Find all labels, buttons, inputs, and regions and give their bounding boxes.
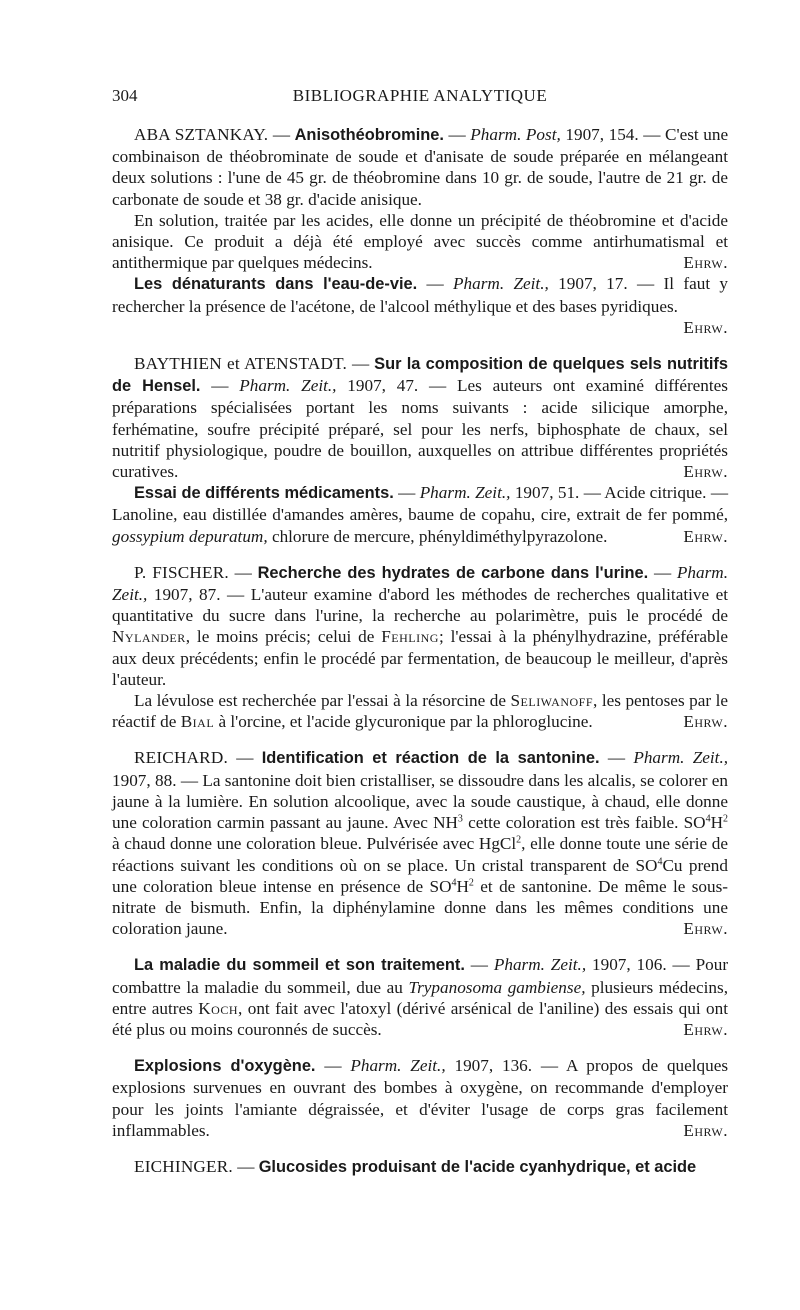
- entry-essai-medicaments: [112, 482, 728, 547]
- entry-maladie-sommeil: [112, 954, 728, 1040]
- dash: —: [180, 770, 198, 790]
- person-name: Nylander: [112, 627, 186, 647]
- entry-title: Recherche des hydrates de carbone dans l'urine.: [257, 563, 649, 582]
- entry-reference: 1907, 154.: [565, 125, 639, 144]
- person-name: Bial: [180, 712, 215, 732]
- entry-text: , les pentoses par le réactif de: [112, 691, 728, 732]
- superscript: 4: [705, 813, 711, 825]
- entry-text: L'auteur examine d'abord les méthodes de recherches qualitative et quantitative du sucre dans l'urine, la recherche au polarimètre, puis le procédé de: [112, 585, 729, 626]
- entry-title: La maladie du sommeil et son traitement.: [134, 956, 465, 975]
- entry-title: Essai de différents médicaments.: [134, 484, 394, 503]
- superscript: 2: [723, 813, 729, 825]
- dash: —: [236, 748, 254, 768]
- superscript: 2: [516, 834, 522, 846]
- entry-text: Les auteurs ont examiné différentes préparations spécialisées portant les noms suivants : acide silicique amorphe, ferhématine, soufre précipité préparé, sel pour les nerfs, biphosphate de chaux, sel nutritif physiologique, poudre de bouillon, auxquelles on attribue différentes propriétés curatives.: [112, 376, 728, 482]
- entry-source: Pharm. Zeit.,: [112, 562, 728, 605]
- entry-signature: Ehrw.: [683, 1120, 728, 1140]
- entry-text: La santonine doit bien cristalliser, se dissoudre dans les alcalis, se colorer en jaune à la lumière. En solution alcoolique, avec la soude caustique, à chaud, elle donne une coloration carmin passant au jaune. Avec NH: [112, 770, 728, 833]
- dash: —: [234, 562, 252, 582]
- entry-signature: Ehrw.: [683, 919, 728, 939]
- dash: —: [211, 376, 229, 396]
- entry-text: Il faut y rechercher la présence de l'acétone, de l'alcool méthylique et des bases pyridiques.: [112, 274, 729, 316]
- entry-source: Pharm. Zeit.,: [419, 483, 511, 503]
- superscript: 2: [468, 876, 474, 888]
- entry-author: P. FISCHER.: [134, 562, 229, 582]
- entry-text: H: [456, 876, 469, 896]
- entry-text: ; l'essai à la phénylhydrazine, préférable aux deux précédents; enfin le procédé par fermentation, de beaucoup le meilleur, d'après l'auteur.: [112, 627, 728, 689]
- entry-signature: Ehrw.: [683, 317, 728, 337]
- entry-text: Pour combattre la maladie du sommeil, due au: [112, 955, 729, 997]
- entry-reference: 1907, 106.: [592, 955, 667, 975]
- page-number: 304: [112, 86, 138, 105]
- dash: —: [237, 1156, 255, 1176]
- entry-santonine: [112, 747, 728, 939]
- entry-text: H: [710, 813, 724, 833]
- entry-title: Anisothéobromine.: [294, 126, 444, 144]
- dash: —: [324, 1056, 342, 1076]
- entry-reference: 1907, 87.: [153, 585, 221, 605]
- person-name: Seliwanoff: [510, 691, 594, 711]
- entry-title: Les dénaturants dans l'eau-de-vie.: [134, 275, 418, 294]
- dash: —: [429, 376, 447, 396]
- entry-text: , ont fait avec l'atoxyl (dérivé arsénical de l'aniline) des essais qui ont été plus ou moins couronnés de succès.: [112, 998, 728, 1039]
- entry-text: En solution, traitée par les acides, elle donne un précipité de théobromine et d'acide anisique. Ce produit a déjà été employé avec succès comme antirhumatismal et antithermique par quelques médecins.: [112, 210, 728, 273]
- dash: —: [398, 483, 416, 503]
- entry-author: EICHINGER.: [134, 1156, 233, 1176]
- entry-source: Pharm. Zeit.,: [453, 274, 549, 294]
- entry-text: à chaud donne une coloration bleue. Pulvérisée avec HgCl: [112, 834, 517, 854]
- person-name: Koch: [198, 998, 239, 1018]
- superscript: 3: [457, 813, 463, 825]
- running-head: [112, 86, 728, 108]
- dash: —: [637, 274, 655, 294]
- entry-paragraph: [112, 210, 728, 274]
- entry-signature: Ehrw.: [683, 462, 728, 482]
- entry-text: Cu prend une coloration bleue intense en présence de SO: [112, 855, 728, 896]
- entry-anisotheobromine: [112, 124, 728, 210]
- entry-glucosides: [112, 1156, 728, 1178]
- dash: —: [540, 1056, 559, 1076]
- dash: —: [583, 483, 601, 503]
- entry-text: à l'orcine, et l'acide glycuronique par la phloroglucine.: [218, 712, 593, 732]
- dash: —: [352, 354, 370, 374]
- entry-reference: 1907, 136.: [454, 1056, 533, 1076]
- entry-text: La lévulose est recherchée par l'essai à la résorcine de: [134, 691, 506, 711]
- entry-title: Explosions d'oxygène.: [134, 1057, 316, 1076]
- entry-sels-nutritifs: [112, 353, 728, 482]
- superscript: 4: [657, 855, 663, 867]
- page-content: [112, 124, 728, 1178]
- entry-text: , le moins précis; celui de: [185, 627, 375, 647]
- entry-signature: Ehrw.: [683, 712, 728, 732]
- entry-signature: Ehrw.: [683, 526, 728, 546]
- entry-text: C'est une combinaison de théobrominate de soude et d'anisate de soude préparée en mélangeant deux solutions : l'une de 45 gr. de théobromine dans 10 gr. de soude, l'autre de 21 gr. de carbonate de soude et 38 gr. d'acide anisique.: [112, 125, 729, 209]
- entry-text: , elle donne toute une série de réactions suivant les conditions où on se place. Un cristal transparent de SO: [112, 834, 728, 875]
- entry-author: BAYTHIEN et ATENSTADT.: [134, 354, 348, 374]
- dash: —: [227, 585, 245, 605]
- entry-author: ABA SZTANKAY.: [134, 125, 269, 144]
- entry-reference: 1907, 17.: [558, 274, 628, 294]
- dash: —: [672, 955, 690, 975]
- dash: —: [272, 125, 291, 144]
- entry-text: plusieurs médecins, entre autres: [112, 977, 728, 1018]
- dash: —: [653, 562, 672, 582]
- dash: —: [607, 748, 626, 768]
- entry-hydrates-carbone: [112, 562, 728, 690]
- dash: —: [448, 125, 466, 144]
- dash: —: [470, 955, 488, 975]
- entry-text: A propos de quelques explosions survenues en ouvrant des bombes à oxygène, on recommande d'employer pour les joints l'amiante dégraissée, et d'éviter l'usage de corps gras facilement inflammables.: [112, 1056, 729, 1140]
- entry-source: Pharm. Zeit.,: [239, 376, 337, 396]
- entry-title: Identification et réaction de la santonine.: [261, 749, 600, 768]
- entry-title: Sur la composition de quelques sels nutritifs de Hensel.: [112, 355, 728, 396]
- entry-paragraph: [112, 690, 728, 732]
- entry-title: Glucosides produisant de l'acide cyanhydrique, et acide: [258, 1157, 697, 1176]
- entry-source: Pharm. Post,: [470, 125, 561, 144]
- entry-denaturants: [112, 273, 729, 337]
- dash: —: [426, 274, 444, 294]
- entry-text-italic: gossypium depuratum,: [112, 526, 268, 546]
- entry-text: et de santonine. De même le sous-nitrate de bismuth. Enfin, la diphénylamine donne dans les mêmes conditions une coloration jaune.: [112, 876, 729, 939]
- superscript: 4: [451, 876, 457, 888]
- entry-reference: 1907, 88.: [112, 770, 177, 790]
- entry-text: chlorure de mercure, phényldiméthylpyrazolone.: [271, 526, 608, 546]
- entry-text-italic: Trypanosoma gambiense,: [408, 977, 586, 997]
- entry-reference: 1907, 51.: [514, 483, 580, 503]
- entry-reference: 1907, 47.: [347, 376, 419, 396]
- entry-source: Pharm. Zeit.,: [633, 748, 729, 768]
- entry-explosions-oxygene: [112, 1055, 728, 1141]
- entry-source: Pharm. Zeit.,: [493, 955, 587, 975]
- entry-text: Acide citrique. — Lanoline, eau distillée d'amandes amères, baume de copahu, cire, extrait de fer pommé,: [112, 483, 729, 525]
- entry-author: REICHARD.: [134, 748, 228, 768]
- entry-signature: Ehrw.: [683, 253, 728, 273]
- person-name: Fehling: [381, 627, 439, 647]
- entry-text: cette coloration est très faible. SO: [468, 813, 706, 833]
- entry-signature: Ehrw.: [683, 1019, 728, 1039]
- header-title: BIBLIOGRAPHIE ANALYTIQUE: [292, 86, 548, 105]
- entry-source: Pharm. Zeit.,: [350, 1056, 446, 1076]
- dash: —: [643, 125, 661, 144]
